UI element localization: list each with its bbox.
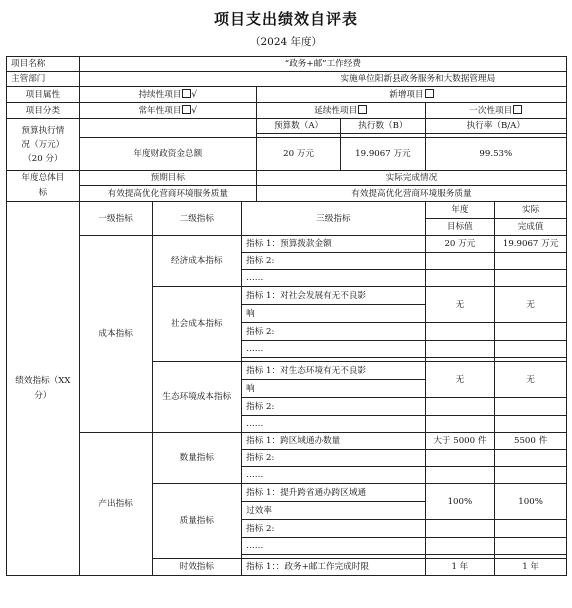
actual-value: 100% [495, 484, 567, 520]
actual-value [495, 520, 567, 538]
budget-col-a: 预算数（A） [256, 119, 340, 134]
cat-once-cell [425, 103, 566, 119]
indicator-text: 过效率 [242, 502, 425, 520]
budget-label-line2: 况（万元） [21, 139, 65, 150]
target-value: 20 万元 [425, 236, 495, 253]
actual-value [495, 341, 567, 358]
checkbox-icon [425, 89, 434, 98]
goal-label [7, 171, 80, 202]
indicator-text: 指标 2: [242, 323, 425, 341]
indicator-text: 响 [242, 380, 425, 398]
target-value [425, 341, 495, 358]
social-cost-indicator: 社会成本指标 [152, 287, 242, 362]
indicator-text: …… [242, 341, 425, 358]
actual-value: 无 [495, 287, 567, 323]
attr-label: 项目属性 [7, 87, 80, 103]
hdr-actual-1: 实际 [495, 202, 567, 219]
actual-value [495, 270, 567, 287]
indicator-text: …… [242, 467, 425, 484]
actual-value [495, 450, 567, 467]
budget-header-row [7, 119, 567, 134]
timeliness-indicator: 时效指标 [152, 559, 242, 576]
check-mark-icon: √ [191, 106, 198, 116]
attr-continuous-cell [79, 87, 256, 103]
indicator-text: 指标 1：预算拨款金额 [242, 236, 425, 253]
budget-a: 20 万元 [256, 138, 340, 171]
budget-label [7, 119, 80, 171]
dept-value [79, 72, 566, 87]
actual-value [495, 538, 567, 555]
form-title: 项目支出绩效自评表 [213, 10, 358, 28]
indicator-text: …… [242, 538, 425, 555]
checkbox-icon [513, 105, 522, 114]
cat-once-label: 一次性项目 [469, 106, 513, 116]
budget-value-row [7, 138, 567, 171]
goal-label-line2: 标 [38, 188, 48, 198]
target-value [425, 520, 495, 538]
target-value: 大于 5000 件 [425, 433, 495, 450]
target-value [425, 450, 495, 467]
indicator-text: 指标 1：：政务+邮工作完成时限 [242, 559, 425, 576]
actual-value: 5500 件 [495, 433, 567, 450]
dept-text: 实施单位阳新县政务服务和大数据管理局 [340, 74, 496, 84]
budget-b: 19.9067 万元 [341, 138, 425, 171]
goal-label-line1: 年度总体目 [21, 173, 65, 183]
table-row [7, 236, 567, 253]
cost-indicator: 成本指标 [79, 236, 152, 433]
cat-label: 项目分类 [7, 103, 80, 119]
indicator-text: 指标 2: [242, 253, 425, 270]
checkbox-icon [358, 105, 367, 114]
target-value [425, 416, 495, 433]
budget-label-line1: 预算执行情 [21, 125, 65, 136]
indicator-text: 指标 2: [242, 398, 425, 416]
budget-empty-cell [79, 119, 256, 138]
attr-new-cell [256, 87, 566, 103]
indicator-text: …… [242, 270, 425, 287]
form-year: （2024 年度） [249, 36, 323, 48]
perf-label-line1: 绩效指标（XX [15, 375, 71, 386]
perf-header-row-1 [7, 202, 567, 219]
goal-actual: 有效提高优化营商环境服务质量 [256, 186, 566, 202]
perf-label [7, 202, 80, 576]
cat-extend-label: 延续性项目 [314, 106, 358, 116]
indicator-text: 指标 2: [242, 520, 425, 538]
actual-value [495, 416, 567, 433]
perf-label-line2: 分） [34, 390, 52, 401]
target-value: 1 年 [425, 559, 495, 576]
budget-col-rate: 执行率（B/A） [425, 119, 566, 134]
attr-new-label: 新增项目 [389, 90, 424, 100]
target-value: 无 [425, 287, 495, 323]
indicator-text: 响 [242, 305, 425, 323]
budget-col-b: 执行数（B） [341, 119, 425, 134]
actual-value: 19.9067 万元 [495, 236, 567, 253]
goal-header-row [7, 171, 567, 186]
quantity-indicator: 数量指标 [152, 433, 242, 484]
goal-expected-header: 预期目标 [79, 171, 256, 186]
hdr-actual-2: 完成值 [495, 219, 567, 236]
goal-actual-header: 实际完成情况 [256, 171, 566, 186]
hdr-target-1: 年度 [425, 202, 495, 219]
target-value [425, 467, 495, 484]
budget-row-label: 年度财政资金总额 [79, 138, 256, 171]
hdr-level3: 三级指标 [242, 202, 425, 236]
project-name-label: 项目名称 [7, 57, 80, 72]
actual-value [495, 467, 567, 484]
indicator-text: 指标 1：对社会发展有无不良影 [242, 287, 425, 305]
target-value: 100% [425, 484, 495, 520]
indicator-text: 指标 1：跨区域通办数量 [242, 433, 425, 450]
hdr-level2: 二级指标 [152, 202, 242, 236]
project-name-row [7, 57, 567, 72]
budget-rate: 99.53% [425, 138, 566, 171]
indicator-text: 指标 1：对生态环境有无不良影 [242, 362, 425, 380]
cat-regular-cell [79, 103, 256, 119]
hdr-level1: 一级指标 [79, 202, 152, 236]
quality-indicator: 质量指标 [152, 484, 242, 559]
actual-value: 1 年 [495, 559, 567, 576]
attr-row [7, 87, 567, 103]
table-row [7, 433, 567, 450]
project-name: “政务+邮”工作经费 [79, 57, 566, 72]
hdr-target-2: 目标值 [425, 219, 495, 236]
goal-expected: 有效提高优化营商环境服务质量 [79, 186, 256, 202]
target-value [425, 253, 495, 270]
eco-cost-indicator: 生态环境成本指标 [152, 362, 242, 433]
indicator-text: …… [242, 416, 425, 433]
target-value [425, 538, 495, 555]
evaluation-table [6, 56, 567, 576]
output-indicator: 产出指标 [79, 433, 152, 576]
cat-regular-label: 常年性项目 [138, 106, 182, 116]
category-row [7, 103, 567, 119]
actual-value [495, 398, 567, 416]
target-value [425, 323, 495, 341]
actual-value [495, 323, 567, 341]
dept-label: 主管部门 [7, 72, 80, 87]
econ-cost-indicator: 经济成本指标 [152, 236, 242, 287]
target-value [425, 270, 495, 287]
cat-extend-cell [256, 103, 425, 119]
goal-value-row [7, 186, 567, 202]
indicator-text: 指标 2: [242, 450, 425, 467]
attr-continuous-label: 持续性项目 [138, 90, 182, 100]
dept-row [7, 72, 567, 87]
indicator-text: 指标 1：提升跨省通办跨区域通 [242, 484, 425, 502]
budget-label-line3: （20 分） [23, 153, 63, 164]
check-mark-icon: √ [191, 90, 198, 100]
actual-value [495, 253, 567, 270]
actual-value: 无 [495, 362, 567, 398]
target-value: 无 [425, 362, 495, 398]
target-value [425, 398, 495, 416]
